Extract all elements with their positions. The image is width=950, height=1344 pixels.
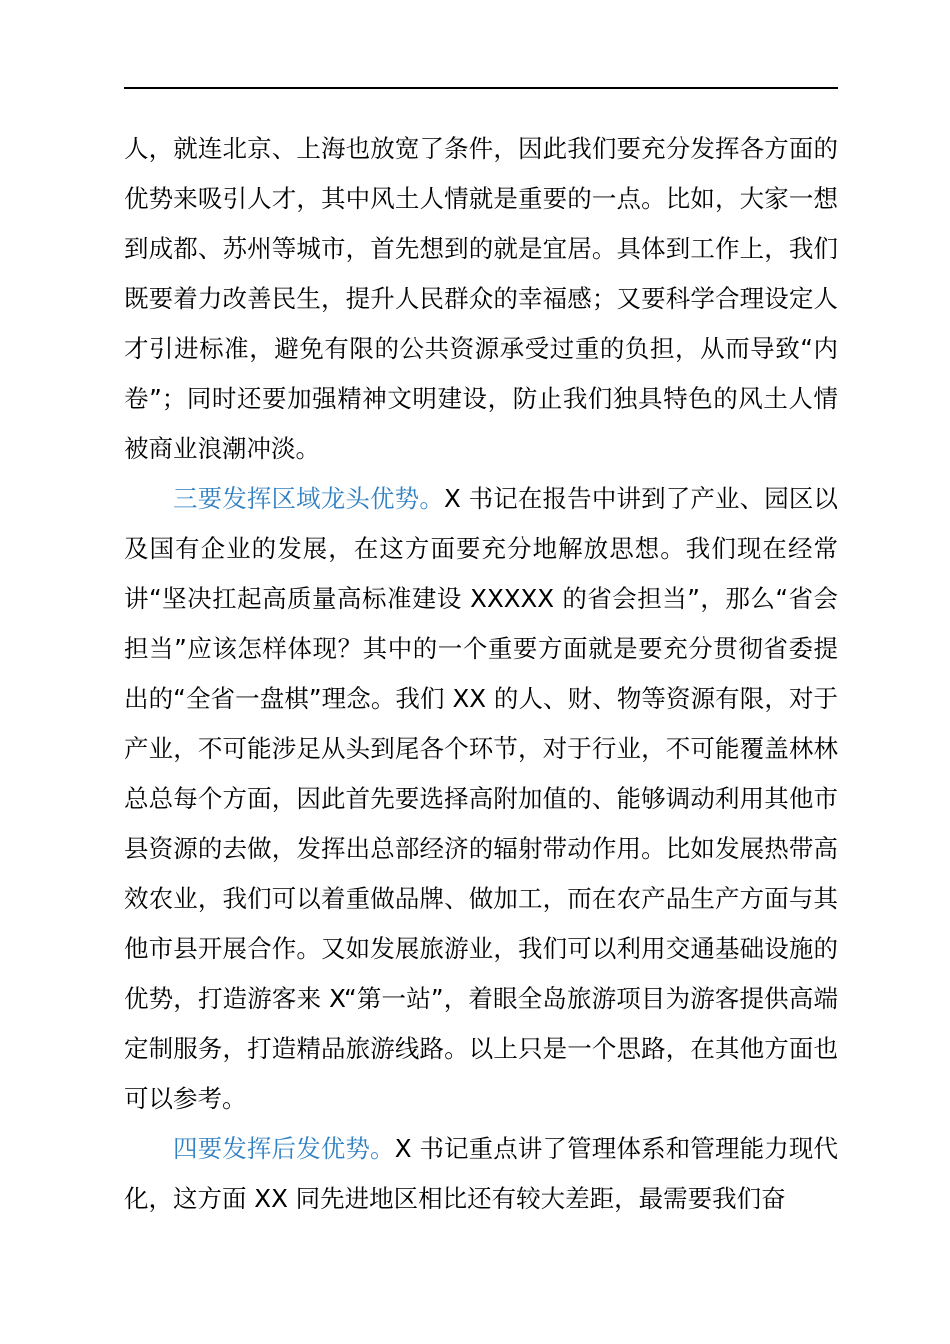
paragraph-2-heading: 三要发挥区域龙头优势。 — [173, 484, 444, 513]
paragraph-1-text: 人，就连北京、上海也放宽了条件，因此我们要充分发挥各方面的优势来吸引人才，其中风土人情就是重要的一点。比如，大家一想到成都、苏州等城市，首先想到的就是宜居。具体到工作上，我们既要着力改善民生，提升人民群众的幸福感；又要科学合理设定人才引进标准，避免有限的公共资源承受过重的负担，从而导致“内卷”；同时还要加强精神文明建设，防止我们独具特色的风土人情被商业浪潮冲淡。 — [124, 134, 838, 463]
document-body — [124, 124, 838, 1224]
paragraph-2 — [124, 474, 838, 1124]
paragraph-1 — [124, 124, 838, 474]
paragraph-3 — [124, 1124, 838, 1224]
paragraph-3-text: X 书记重点讲了管理体系和管理能力现代化，这方面 XX 同先进地区相比还有较大差距，最需要我们奋 — [124, 1134, 838, 1213]
paragraph-3-heading: 四要发挥后发优势。 — [173, 1134, 395, 1163]
paragraph-2-text: X 书记在报告中讲到了产业、园区以及国有企业的发展，在这方面要充分地解放思想。我们现在经常讲“坚决扛起高质量高标准建设 XXXXX 的省会担当”，那么“省会担当”应该怎样体现？其中的一个重要方面就是要充分贯彻省委提出的“全省一盘棋”理念。我们 XX 的人、财、物等资源有限，对于产业，不可能涉足从头到尾各个环节，对于行业，不可能覆盖林林总总每个方面，因此首先要选择高附加值的、能够调动利用其他市县资源的去做，发挥出总部经济的辐射带动作用。比如发展热带高效农业，我们可以着重做品牌、做加工，而在农产品生产方面与其他市县开展合作。又如发展旅游业，我们可以利用交通基础设施的优势，打造游客来 X“第一站”，着眼全岛旅游项目为游客提供高端定制服务，打造精品旅游线路。以上只是一个思路，在其他方面也可以参考。 — [124, 484, 838, 1113]
header-rule — [124, 87, 838, 89]
